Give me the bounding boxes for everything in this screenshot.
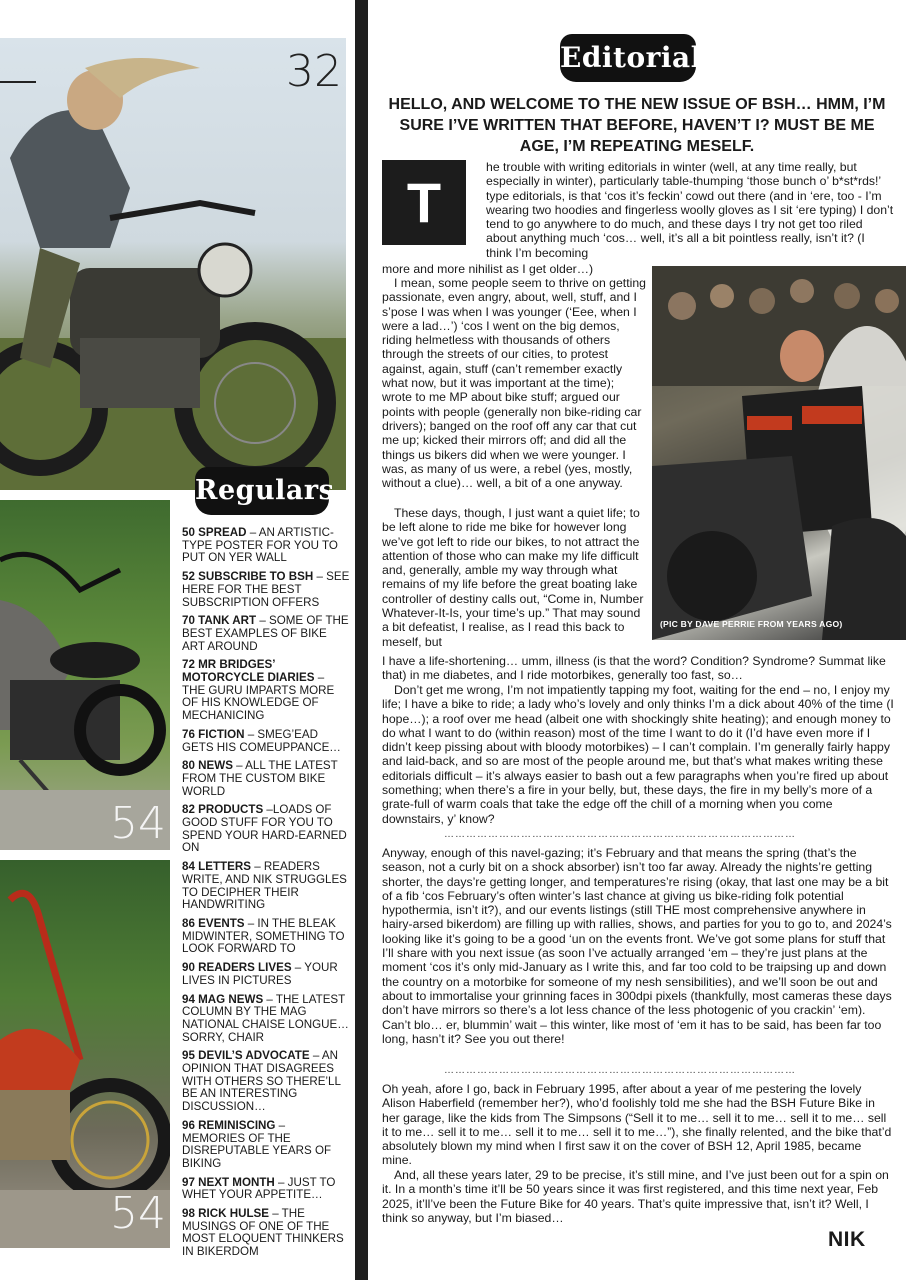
column-divider [355,0,368,1280]
regulars-item-title: MR BRIDGES’ MOTORCYCLE DIARIES [182,658,315,685]
editorial-paragraph-4: Don’t get me wrong, I’m not impatiently tapping my foot, waiting for the end – no, I enjoy my life; I have a bike to ride; a lady who’s lovely and only thinks I’m a dick about 40% of the time (I hope…); a roof over me head (albeit one with shockingly shite heating); and enough money to do what I want to do (within reason) most of the time I want to do it (I’d have even more if I didn’t keep pissing about with bloody motorbikes) – I can’t complain. I’m generally fairly happy and laid-back, and so are most of the people around me, but that’s what makes writing these editorials difficult – it’s always easier to bash out a few paragraphs when you’re fired up about something; when there’s a fire in your belly, but, these days, the fire in my belly’s more of a grate-full of warm coals that take the edge off the chill of a morning when you come downstairs, y’ know? [382,683,894,826]
regulars-item[interactable] [182,729,350,754]
regulars-item-desc: – THE LATEST COLUMN BY THE MAG NATIONAL CHAISE LONGUE… SORRY, CHAIR [182,992,349,1044]
regulars-item-title: LETTERS [198,860,251,874]
regulars-item-title: FICTION [198,727,245,741]
editorial-paragraph-1-continued: more and more nihilist as I get older…) [382,262,594,276]
regulars-item-page: 86 [182,916,195,930]
regulars-item-desc: – THE MUSINGS OF ONE OF THE MOST ELOQUENT THINKERS IN BIKERDOM [182,1207,344,1259]
burnout-illustration [652,266,906,640]
regulars-item[interactable] [182,527,350,565]
regulars-item[interactable] [182,962,350,987]
regulars-item-desc: – SEE HERE FOR THE BEST SUBSCRIPTION OFFERS [182,570,350,609]
regulars-item-title: PRODUCTS [198,803,264,817]
regulars-item-page: 84 [182,860,195,874]
regulars-item-desc: – SMEG’EAD GETS HIS COMEUPPANCE… [182,727,341,754]
regulars-item-page: 50 [182,526,195,539]
editorial-paragraph-2: I mean, some people seem to thrive on getting passionate, even angry, about, well, stuff, and I s’pose I was when I was younger (‘Eee, when I were a lad…’) ‘cos I went on the big demos, riding helmetless with thousands of others through the streets of our cities, to protest against, again, stuff (can’t remember exactly what now, but it was important at the time); wrote to me MP about bike stuff; argued our points with people (generally non bike-riding car drivers); banged on the roof off any car that cut me up; kicked their mirrors off; and did all the things us bikers did when we were younger. I was, as many of us were, a rebel (yes, mostly, without a clue)… well, a bit of a one anyway. [382,276,646,491]
editorial-paragraph-3-continued: I have a life-shortening… umm, illness (is that the word? Condition? Syndrome? Summat like that) in me diabetes, and I ride motorbikes, generally too fast, so… [382,654,886,683]
regulars-item[interactable] [182,615,350,653]
regulars-item-page: 76 [182,727,195,741]
regulars-item-page: 80 [182,759,195,773]
page-number-top[interactable]: 32 [286,46,342,97]
rule-line [0,81,36,83]
regulars-item-desc: – THE GURU IMPARTS MORE OF HIS KNOWLEDGE OF MECHANICING [182,671,335,723]
regulars-item-desc: – ALL THE LATEST FROM THE CUSTOM BIKE WORLD [182,759,338,798]
regulars-item-title: EVENTS [198,916,245,930]
regulars-item-title: REMINISCING [198,1118,276,1132]
regulars-item-title: NEXT MONTH [198,1175,275,1189]
regulars-item-page: 94 [182,992,195,1006]
hero-photo-rider-on-bike [0,38,346,490]
editorial-photo-burnout [652,266,906,640]
regulars-item[interactable] [182,918,350,956]
regulars-item-desc: –LOADS OF GOOD STUFF FOR YOU TO SPEND YOUR HARD-EARNED ON [182,803,347,855]
regulars-item[interactable] [182,861,350,912]
regulars-item-page: 97 [182,1175,195,1189]
regulars-item-page: 90 [182,961,195,975]
editorial-paragraph-7: And, all these years later, 29 to be precise, it’s still mine, and I’ve just been out for a spin on it. In a month’s time it’ll be 50 years since it was first registered, and this time next year, Feb 2025, it’ll’ve been the Future Bike for 40 years. That’s quite impressive that, isn’t it? Well, I think so anyway, but I’m biased… [382,1168,889,1225]
regulars-item-desc: – IN THE BLEAK MIDWINTER, SOMETHING TO LOOK FORWARD TO [182,916,345,956]
photo-caption: (PIC BY DAVE PERRIE FROM YEARS AGO) [660,619,843,629]
regulars-item[interactable] [182,760,350,798]
editorial-paragraph-5: Anyway, enough of this navel-gazing; it’s February and that means the spring (that’s the season, not a curly bit on a shock absorber) isn’t too far away. Already the nights’re getting shorter, the days’re getting longer, and temperatures’re rising (okay, that last one may be a bit of a fib ‘cos February’s often winter’s last chance at giving us bike-riding folk potential hypothermia, isn’t it?), and our events listings (still THE most comprehensive anywhere in hairy-arsed bikerdom) are filling up with rallies, shows, and parties for you to go to, and 2024’s looking like it’s going to be a good ‘un on the events front. We’ve got some plans for stuff that I’ll share with you next issue (as soon I’ve actually arranged ‘em – they’re just plans at the moment ‘cos it’s only mid-January as I write this, and far too cold to be traipsing up and down the country on a motorbike for someone of my nesh sensibilities), and we’ll soon be out and about to immortalise your grinning faces in 300dpi pixels (thankfully, most cameras these days don’t have mirrors so there’s a lot less chance of the less photogenic of you crackin’ ‘em). Can’t blo… er, blummin’ wait – this winter, like most of ‘em it has to be said, has been far too long, hasn’t it? See you out there! [382,846,892,1046]
regulars-item-title: TANK ART [198,614,257,628]
editorial-badge: Editorial [560,34,696,82]
regulars-item-desc: – AN OPINION THAT DISAGREES WITH OTHERS SO THERE’LL BE AN INTERESTING DISCUSSION… [182,1049,341,1114]
regulars-item-title: SUBSCRIBE TO BSH [198,570,314,584]
page-number-bottom[interactable]: 54 [110,1188,166,1239]
page-number-mid[interactable]: 54 [110,798,166,849]
rider-illustration [0,38,346,490]
regulars-item[interactable] [182,1208,350,1259]
regulars-item-title: MAG NEWS [198,992,264,1006]
drop-cap: T [382,160,466,245]
section-separator: …………………………………………………………………………………… [444,1065,796,1076]
regulars-item[interactable] [182,1177,350,1202]
editorial-paragraph-6: Oh yeah, afore I go, back in February 1995, after about a year of me pestering the lovely Alison Haberfield (remember her?), who’d foolishly told me she had the BSH Future Bike in her garage, like the kids from The Simpsons (“Sell it to me… sell it to me… sell it to me… sell it to me… sell it to me… sell it to me… sell it to me…”), she finally relented, and the bike that’d absolutely blown my mind when I first saw it on the cover of BSH 12, April 1985, became mine. [382,1082,892,1168]
regulars-item-title: DEVIL’S ADVOCATE [198,1049,310,1063]
regulars-item-desc: – YOUR LIVES IN PICTURES [182,961,338,987]
editorial-paragraph-3: These days, though, I just want a quiet life; to be left alone to ride me bike for however long we’ve got left to ride our bikes, to not attract the attention of those who can make my life difficult and, generally, amble my way through what remains of my life before the great boating lake controller of destiny calls out, “Come in, Number Whatever-It-Is, your time’s up.” That may sound a bit defeatist, I realise, as I read this back to meself, but [382,506,644,649]
regulars-item-page: 96 [182,1118,195,1132]
editor-signature: NIK [828,1228,866,1251]
regulars-item[interactable] [182,1120,350,1171]
editorial-headline: HELLO, AND WELCOME TO THE NEW ISSUE OF BSH… HMM, I’M SURE I’VE WRITTEN THAT BEFORE, HAVEN’T I? MUST BE ME AGE, I’M REPEATING MESELF. [388,96,886,155]
regulars-item[interactable] [182,994,350,1045]
regulars-item[interactable] [182,571,350,609]
regulars-item-page: 98 [182,1207,195,1221]
regulars-item-title: NEWS [198,759,233,773]
regulars-item-page: 82 [182,803,195,817]
editorial-paragraph-1: he trouble with writing editorials in winter (well, at any time really, but especially in winter), particularly table-thumping ‘those bunch o’ b*st*rds!’ type editorials, is that ‘cos it’s feckin’ cowd out there (and in ‘ere, too - I’m wearing two hoodies and fingerless woolly gloves as I sit ‘ere typing) I don’t tend to go anywhere to do much, and these days I try not get too riled about anything much ‘cos… well, it’s all a bit pointless really, isn’t it? (I think I’m becoming [486,160,894,260]
regulars-item-title: RICK HULSE [198,1207,269,1221]
regulars-item-desc: – SOME OF THE BEST EXAMPLES OF BIKE ART AROUND [182,614,349,653]
regulars-item-page: 72 [182,658,195,672]
regulars-item-page: 52 [182,570,195,584]
regulars-item[interactable] [182,1050,350,1114]
regulars-item-desc: – JUST TO WHET YOUR APPETITE… [182,1175,336,1202]
regulars-item-desc: – AN ARTISTIC-TYPE POSTER FOR YOU TO PUT ON YER WALL [182,526,338,565]
regulars-item-desc: – MEMORIES OF THE DISREPUTABLE YEARS OF BIKING [182,1118,332,1170]
regulars-item-desc: – READERS WRITE, AND NIK STRUGGLES TO DECIPHER THEIR HANDWRITING [182,860,347,912]
regulars-item-page: 95 [182,1049,195,1063]
section-separator: …………………………………………………………………………………… [444,829,796,840]
regulars-badge: Regulars [195,467,329,515]
regulars-item-title: READERS LIVES [198,961,292,975]
regulars-item[interactable] [182,804,350,855]
regulars-item[interactable] [182,659,350,723]
regulars-list [182,527,350,1265]
regulars-item-title: SPREAD [198,526,247,539]
regulars-item-page: 70 [182,614,195,628]
